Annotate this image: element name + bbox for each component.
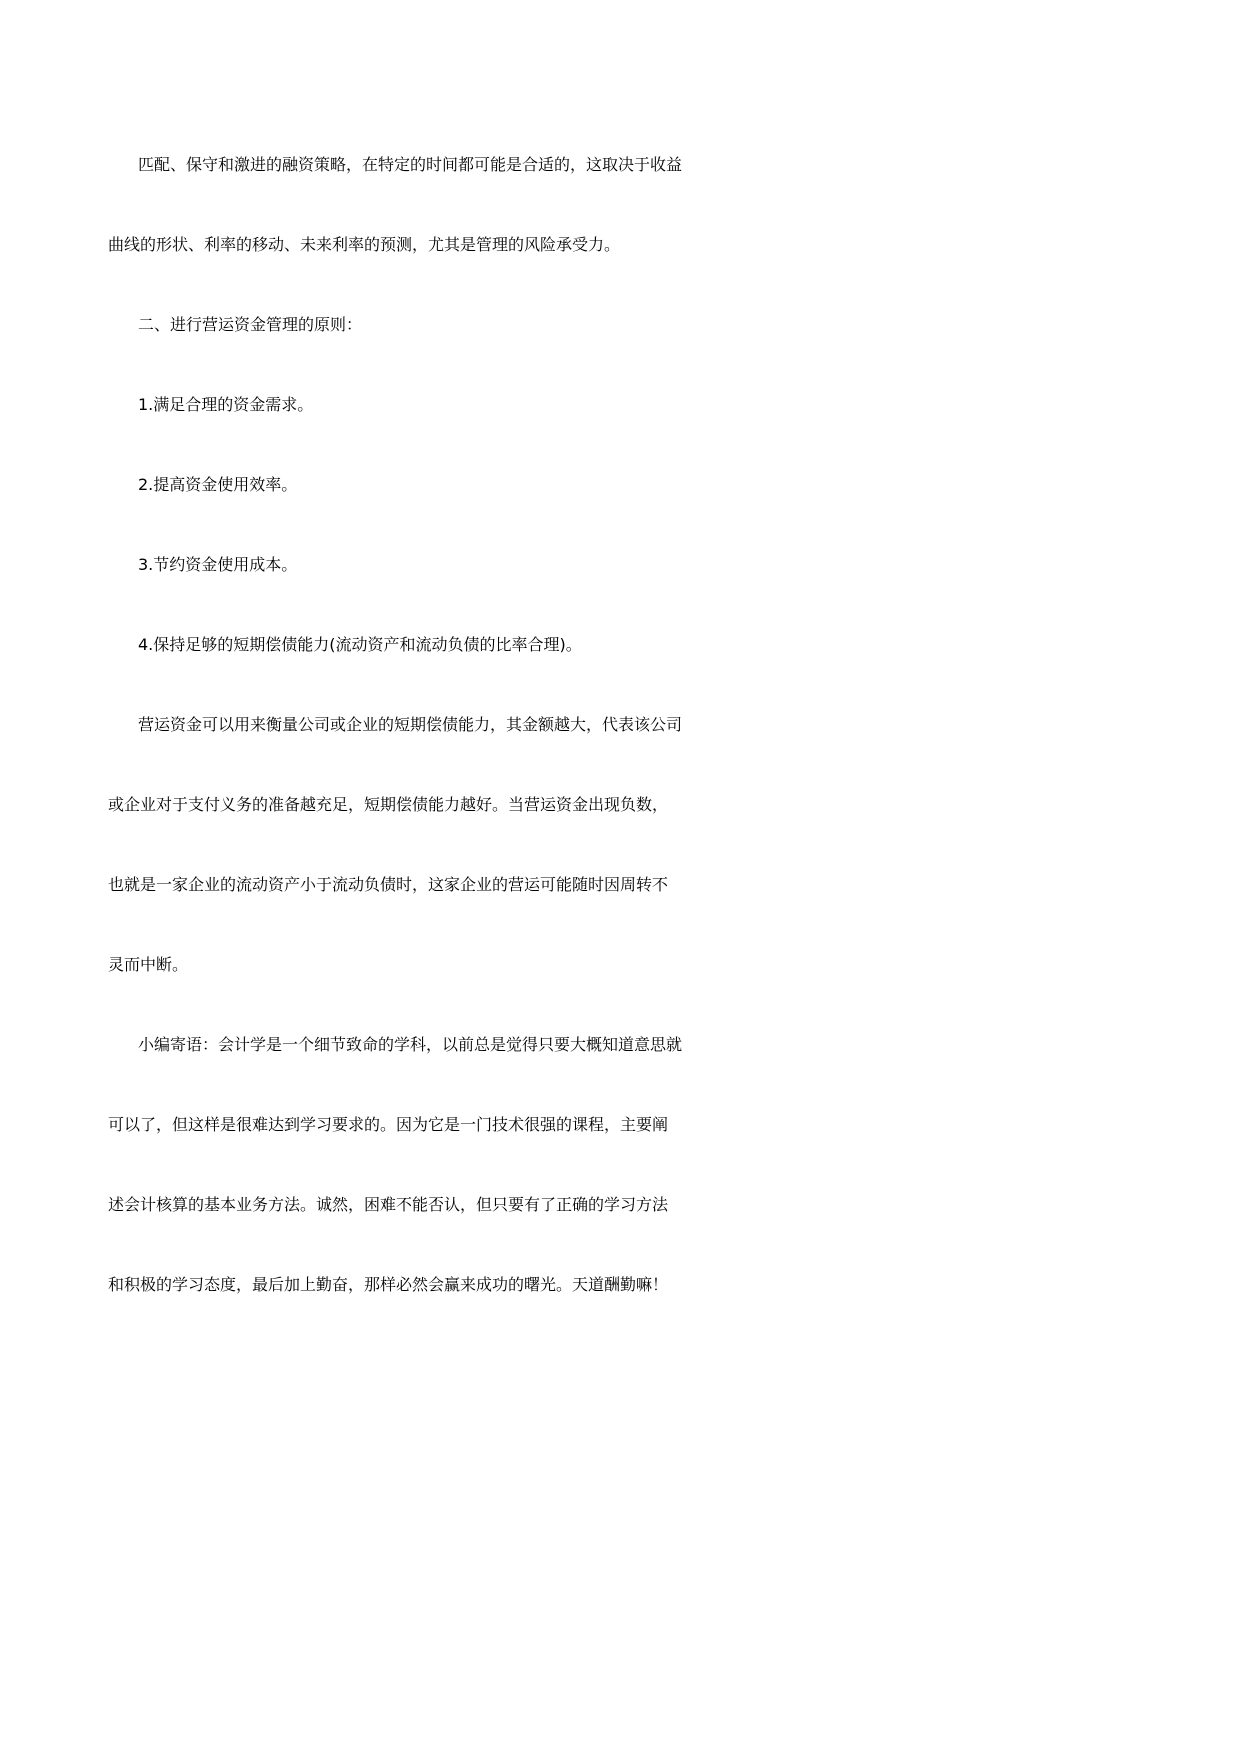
text-line: 灵而中断。 [108,955,189,974]
list-item-2 [108,472,1138,552]
paragraph-financing-strategy [108,152,1138,312]
text-line: 匹配、保守和激进的融资策略，在特定的时间都可能是合适的，这取决于收益 [138,155,683,174]
text-line: 述会计核算的基本业务方法。诚然，困难不能否认，但只要有了正确的学习方法 [108,1195,669,1214]
text-line: 曲线的形状、利率的移动、未来利率的预测，尤其是管理的风险承受力。 [108,235,621,254]
paragraph-editor-note [108,1032,1138,1352]
list-item-text: 1.满足合理的资金需求。 [138,395,314,414]
list-item-1 [108,392,1138,472]
list-item-text: 3.节约资金使用成本。 [138,555,298,574]
list-item-4 [108,632,1138,712]
document-body [108,152,1138,1352]
text-line: 也就是一家企业的流动资产小于流动负债时，这家企业的营运可能随时因周转不 [108,875,669,894]
text-line: 小编寄语：会计学是一个细节致命的学科，以前总是觉得只要大概知道意思就 [138,1035,683,1054]
section-heading-principles [108,312,1138,392]
heading-text: 二、进行营运资金管理的原则： [138,315,363,334]
list-item-text: 4.保持足够的短期偿债能力(流动资产和流动负债的比率合理)。 [138,635,582,654]
text-line: 和积极的学习态度，最后加上勤奋，那样必然会赢来成功的曙光。天道酬勤嘛！ [108,1275,669,1294]
text-line: 或企业对于支付义务的准备越充足，短期偿债能力越好。当营运资金出现负数， [108,795,669,814]
text-line: 营运资金可以用来衡量公司或企业的短期偿债能力，其金额越大，代表该公司 [138,715,683,734]
paragraph-working-capital [108,712,1138,1032]
list-item-text: 2.提高资金使用效率。 [138,475,298,494]
list-item-3 [108,552,1138,632]
text-line: 可以了，但这样是很难达到学习要求的。因为它是一门技术很强的课程，主要阐 [108,1115,669,1134]
